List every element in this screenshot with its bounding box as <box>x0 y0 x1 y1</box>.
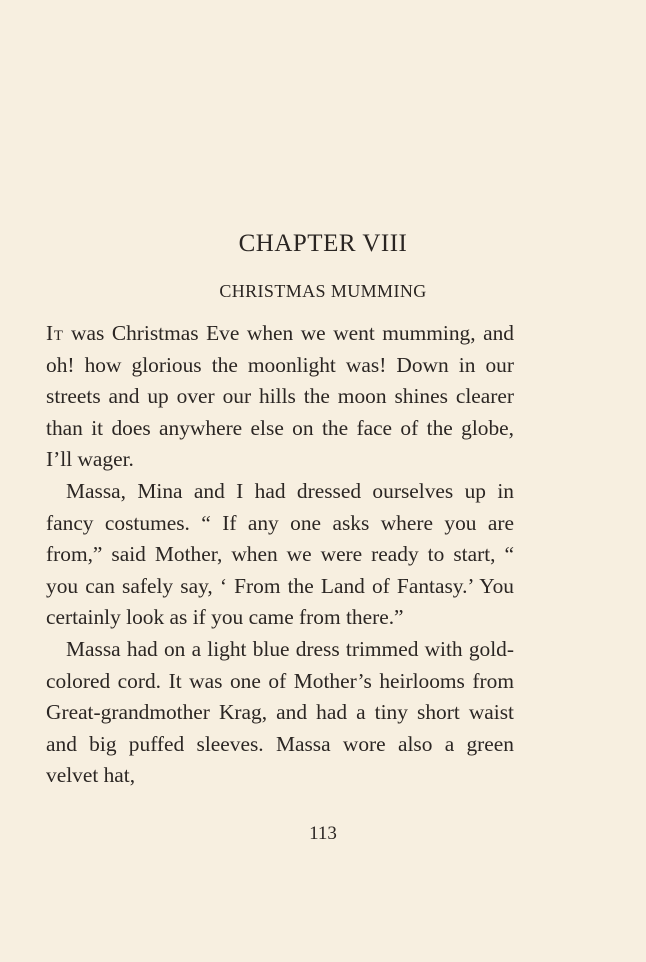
chapter-title: CHAPTER VIII <box>238 230 408 257</box>
paragraph-3: Massa had on a light blue dress trimmed with gold-colored cord. It was one of Mother’s heirlooms from Great-grandmother Krag, and had a tiny short waist and big puffed sleeves. Massa wore also a green velvet hat, <box>46 636 514 788</box>
paragraph-1-text: was Christmas Eve when we went mumming, and oh! how glorious the moonlight was! Down in our streets and up over our hills the moon shines clearer than it does anywhere else on the face of the globe, I’ll wager. <box>46 321 514 472</box>
page-number: 113 <box>309 823 337 844</box>
chapter-subtitle: CHRISTMAS MUMMING <box>219 281 427 301</box>
paragraph-2: Massa, Mina and I had dressed ourselves up in fancy costumes. “ If any one asks where you are from,” said Mother, when we were ready to start, “ you can safely say, ‘ From the Land of Fantasy.’ You certainly look as if you came from there.” <box>46 478 514 630</box>
body-text <box>46 318 514 792</box>
paragraph-1 <box>46 318 514 476</box>
opening-word: It <box>46 321 64 345</box>
